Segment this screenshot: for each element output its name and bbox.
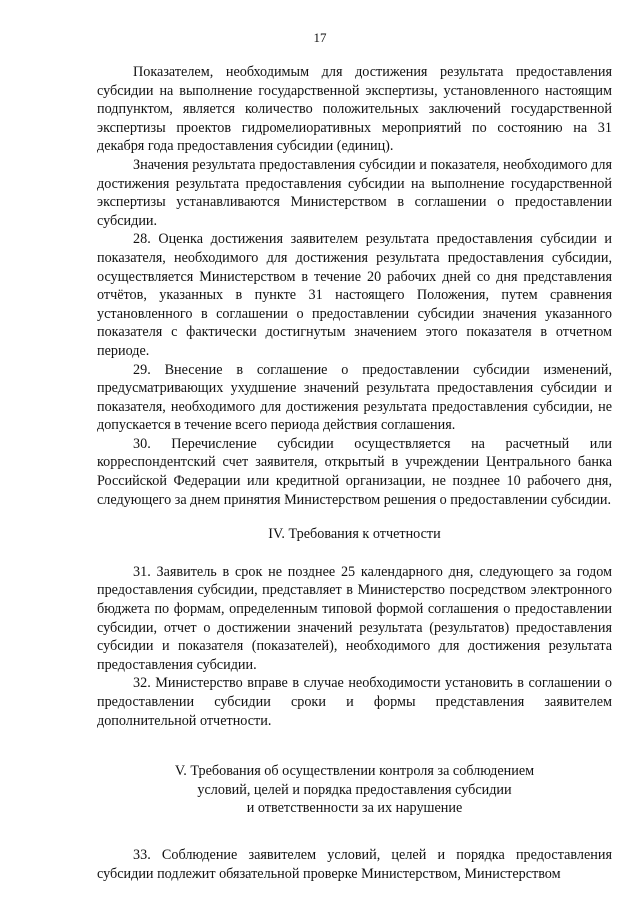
section-heading-v-line: условий, целей и порядка предоставления субсидии <box>197 781 512 798</box>
paragraph-indicator: Показателем, необходимым для достижения результата предоставления субсидии на выполнение государственной экспертизы, установленного настоящим подпунктом, является количество положительных заключений государственной экспертизы проектов гидромелиоративных мероприятий по состоянию на 31 декабря года предоставления субсидии (единиц). <box>97 64 612 155</box>
page-number: 17 <box>313 30 327 45</box>
paragraph-33: 33. Соблюдение заявителем условий, целей и порядка предоставления субсидии подлежит обязательной проверке Министерством, Министерством <box>97 846 612 882</box>
spacer <box>97 730 612 762</box>
section-heading-v-line: V. Требования об осуществлении контроля за соблюдением <box>174 763 535 780</box>
section-heading-v-line: и ответственности за их нарушение <box>246 800 463 817</box>
spacer <box>97 509 612 525</box>
paragraph-values: Значения результата предоставления субсидии и показателя, необходимого для достижения результата предоставления субсидии на выполнение государственной экспертизы устанавливаются Министерством в соглашении о предоставлении субсидии. <box>97 156 612 229</box>
section-heading-v <box>97 762 612 818</box>
section-heading-iv: IV. Требования к отчетности <box>268 526 441 543</box>
paragraph-28: 28. Оценка достижения заявителем результата предоставления субсидии и показателя, необходимого для достижения результата предоставления субсидии, осуществляется Министерством в течение 20 рабочих дней со дня представления отчётов, указанных в пункте 31 настоящего Положения, путем сравнения установленного в соглашении о предоставлении субсидии значения указанного показателя с фактически достигнутым значением этого показателя в отчетном периоде. <box>97 231 612 359</box>
paragraph-30: 30. Перечисление субсидии осуществляется на расчетный или корреспондентский счет заявителя, открытый в учреждении Центрального банка Российской Федерации или кредитной организации, не позднее 10 рабочего дня, следующего за днем принятия Министерством решения о предоставлении субсидии. <box>97 435 612 508</box>
paragraph-29: 29. Внесение в соглашение о предоставлении субсидии изменений, предусматривающих ухудшение значений результата предоставления субсидии и показателя, необходимого для достижения результата предоставления субсидии, не допускается в течение всего периода действия соглашения. <box>97 361 612 434</box>
paragraph-31: 31. Заявитель в срок не позднее 25 календарного дня, следующего за годом предоставления субсидии, представляет в Министерство посредством электронного бюджета по формам, определенным типовой формой соглашения о предоставлении субсидии, отчет о достижении значений результата (результатов) предоставления субсидии и показателя (показателей), необходимого для достижения результата предоставления субсидии. <box>97 563 612 673</box>
spacer <box>97 544 612 563</box>
paragraph-32: 32. Министерство вправе в случае необходимости установить в соглашении о предоставлении субсидии сроки и формы представления заявителем дополнительной отчетности. <box>97 675 612 729</box>
page-body <box>97 63 612 883</box>
spacer <box>97 818 612 846</box>
